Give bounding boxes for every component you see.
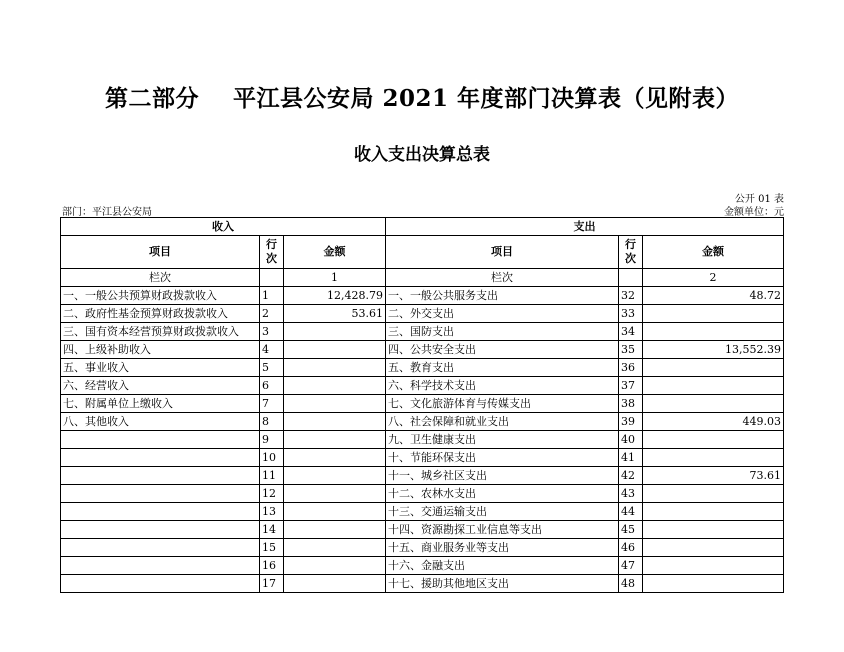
income-rowno-cell: 14 — [260, 521, 284, 539]
income-rowno-cell: 2 — [260, 305, 284, 323]
table-row — [61, 305, 784, 323]
income-amount-cell — [284, 413, 386, 431]
budget-table — [60, 217, 784, 593]
table-row — [61, 467, 784, 485]
income-item-cell — [61, 449, 260, 467]
expense-item-cell: 二、外交支出 — [386, 305, 619, 323]
income-rowno-cell: 16 — [260, 557, 284, 575]
expense-amount-cell — [643, 395, 784, 413]
table-row — [61, 539, 784, 557]
income-rowno-cell: 7 — [260, 395, 284, 413]
income-amount-cell — [284, 485, 386, 503]
section-header-row — [61, 218, 784, 236]
expense-amount-cell — [643, 557, 784, 575]
table-row — [61, 575, 784, 593]
expense-amount-cell: 13,552.39 — [643, 341, 784, 359]
income-item-cell: 六、经营收入 — [61, 377, 260, 395]
form-number: 公开 01 表 — [734, 194, 784, 205]
expense-item-cell: 六、科学技术支出 — [386, 377, 619, 395]
income-item-cell: 五、事业收入 — [61, 359, 260, 377]
income-rowno-cell: 3 — [260, 323, 284, 341]
expense-lanci-blank — [619, 269, 643, 287]
income-rowno-cell: 17 — [260, 575, 284, 593]
expense-rowno-cell: 46 — [619, 539, 643, 557]
income-header: 收入 — [61, 218, 386, 236]
expense-amount-cell — [643, 359, 784, 377]
expense-lanci-label: 栏次 — [386, 269, 619, 287]
income-amount-cell — [284, 323, 386, 341]
income-item-cell: 二、政府性基金预算财政拨款收入 — [61, 305, 260, 323]
income-item-cell: 八、其他收入 — [61, 413, 260, 431]
income-item-cell: 三、国有资本经营预算财政拨款收入 — [61, 323, 260, 341]
table-row — [61, 341, 784, 359]
income-rowno-cell: 15 — [260, 539, 284, 557]
expense-item-cell: 十四、资源勘探工业信息等支出 — [386, 521, 619, 539]
expense-rowno-cell: 36 — [619, 359, 643, 377]
income-lanci-label: 栏次 — [61, 269, 260, 287]
income-rowno-cell: 4 — [260, 341, 284, 359]
expense-amount-cell — [643, 503, 784, 521]
expense-rowno-cell: 38 — [619, 395, 643, 413]
expense-rowno-cell: 34 — [619, 323, 643, 341]
income-item-cell — [61, 431, 260, 449]
income-item-cell — [61, 557, 260, 575]
unit-label: 金额单位：元 — [724, 207, 784, 218]
expense-rowno-cell: 32 — [619, 287, 643, 305]
income-item-cell — [61, 575, 260, 593]
expense-item-cell: 十二、农林水支出 — [386, 485, 619, 503]
expense-item-cell: 十七、援助其他地区支出 — [386, 575, 619, 593]
expense-amount-cell: 48.72 — [643, 287, 784, 305]
expense-item-cell: 十、节能环保支出 — [386, 449, 619, 467]
table-row — [61, 413, 784, 431]
income-amount-cell — [284, 377, 386, 395]
income-rowno-cell: 5 — [260, 359, 284, 377]
income-item-cell: 七、附属单位上缴收入 — [61, 395, 260, 413]
expense-rowno-header: 行次 — [619, 236, 643, 269]
table-row — [61, 359, 784, 377]
income-amount-header: 金额 — [284, 236, 386, 269]
table-row — [61, 395, 784, 413]
income-rowno-cell: 11 — [260, 467, 284, 485]
expense-rowno-cell: 41 — [619, 449, 643, 467]
department-label: 部门：平江县公安局 — [62, 207, 152, 218]
expense-rowno-cell: 37 — [619, 377, 643, 395]
expense-rowno-cell: 43 — [619, 485, 643, 503]
expense-amount-header: 金额 — [643, 236, 784, 269]
page-title: 第二部分 平江县公安局 2021 年度部门决算表（见附表） — [104, 85, 740, 112]
expense-amount-cell — [643, 431, 784, 449]
table-row — [61, 503, 784, 521]
table-row — [61, 449, 784, 467]
expense-amount-cell — [643, 449, 784, 467]
income-rowno-cell: 13 — [260, 503, 284, 521]
expense-item-header: 项目 — [386, 236, 619, 269]
income-rowno-cell: 8 — [260, 413, 284, 431]
expense-item-cell: 十六、金融支出 — [386, 557, 619, 575]
expense-item-cell: 一、一般公共服务支出 — [386, 287, 619, 305]
expense-amount-cell — [643, 377, 784, 395]
table-row — [61, 557, 784, 575]
income-col-index: 1 — [284, 269, 386, 287]
income-item-cell — [61, 485, 260, 503]
income-rowno-cell: 1 — [260, 287, 284, 305]
expense-item-cell: 四、公共安全支出 — [386, 341, 619, 359]
income-amount-cell — [284, 521, 386, 539]
expense-item-cell: 八、社会保障和就业支出 — [386, 413, 619, 431]
income-rowno-cell: 9 — [260, 431, 284, 449]
expense-col-index: 2 — [643, 269, 784, 287]
expense-header: 支出 — [386, 218, 784, 236]
income-item-cell: 四、上级补助收入 — [61, 341, 260, 359]
income-item-cell — [61, 539, 260, 557]
income-amount-cell — [284, 431, 386, 449]
income-rowno-cell: 6 — [260, 377, 284, 395]
expense-amount-cell — [643, 323, 784, 341]
expense-rowno-cell: 33 — [619, 305, 643, 323]
income-amount-cell — [284, 539, 386, 557]
income-amount-cell — [284, 341, 386, 359]
expense-rowno-cell: 44 — [619, 503, 643, 521]
table-row — [61, 287, 784, 305]
expense-item-cell: 十五、商业服务业等支出 — [386, 539, 619, 557]
income-item-cell — [61, 467, 260, 485]
income-rowno-cell: 10 — [260, 449, 284, 467]
expense-amount-cell — [643, 575, 784, 593]
expense-amount-cell — [643, 539, 784, 557]
table-row — [61, 485, 784, 503]
expense-rowno-cell: 48 — [619, 575, 643, 593]
table-row — [61, 431, 784, 449]
income-amount-cell — [284, 557, 386, 575]
expense-amount-cell: 73.61 — [643, 467, 784, 485]
expense-item-cell: 九、卫生健康支出 — [386, 431, 619, 449]
income-amount-cell — [284, 395, 386, 413]
expense-item-cell: 七、文化旅游体育与传媒支出 — [386, 395, 619, 413]
expense-rowno-cell: 40 — [619, 431, 643, 449]
income-item-cell — [61, 503, 260, 521]
income-amount-cell — [284, 575, 386, 593]
income-rowno-header: 行次 — [260, 236, 284, 269]
expense-rowno-cell: 42 — [619, 467, 643, 485]
income-item-cell — [61, 521, 260, 539]
income-amount-cell — [284, 449, 386, 467]
income-rowno-cell: 12 — [260, 485, 284, 503]
expense-item-cell: 十一、城乡社区支出 — [386, 467, 619, 485]
expense-amount-cell — [643, 485, 784, 503]
expense-item-cell: 三、国防支出 — [386, 323, 619, 341]
column-index-row — [61, 269, 784, 287]
expense-rowno-cell: 39 — [619, 413, 643, 431]
expense-rowno-cell: 47 — [619, 557, 643, 575]
expense-item-cell: 五、教育支出 — [386, 359, 619, 377]
income-lanci-blank — [260, 269, 284, 287]
expense-rowno-cell: 45 — [619, 521, 643, 539]
table-row — [61, 521, 784, 539]
expense-amount-cell — [643, 521, 784, 539]
income-amount-cell — [284, 467, 386, 485]
income-amount-cell — [284, 359, 386, 377]
table-row — [61, 377, 784, 395]
income-item-header: 项目 — [61, 236, 260, 269]
income-item-cell: 一、一般公共预算财政拨款收入 — [61, 287, 260, 305]
income-amount-cell: 53.61 — [284, 305, 386, 323]
column-header-row — [61, 236, 784, 269]
expense-amount-cell: 449.03 — [643, 413, 784, 431]
expense-rowno-cell: 35 — [619, 341, 643, 359]
expense-amount-cell — [643, 305, 784, 323]
table-title: 收入支出决算总表 — [354, 145, 490, 165]
income-amount-cell: 12,428.79 — [284, 287, 386, 305]
expense-item-cell: 十三、交通运输支出 — [386, 503, 619, 521]
income-amount-cell — [284, 503, 386, 521]
table-row — [61, 323, 784, 341]
